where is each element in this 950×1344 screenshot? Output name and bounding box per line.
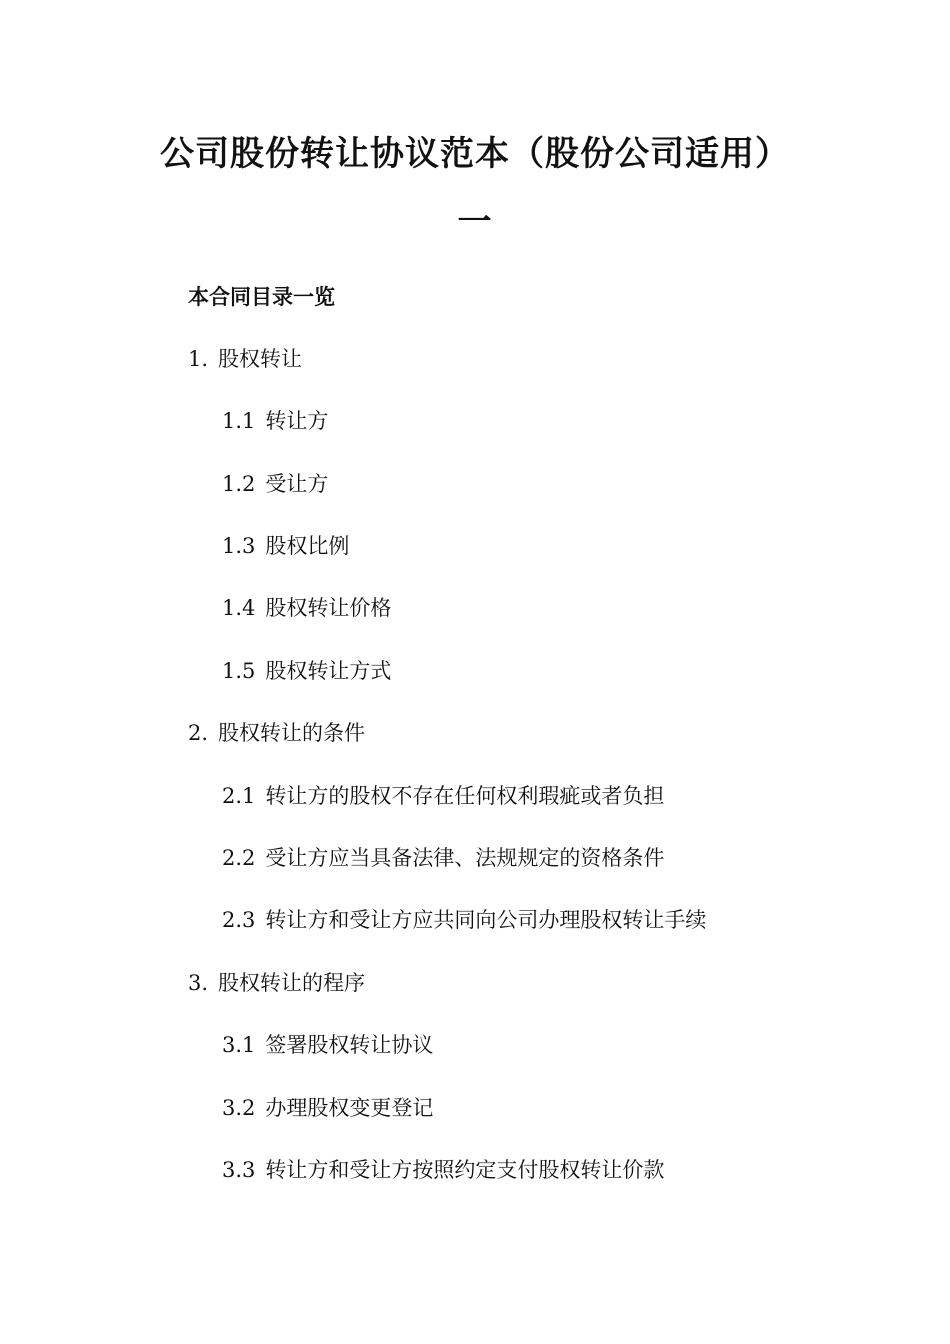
toc-item-number: 2.1 bbox=[222, 784, 256, 808]
toc-item-text: 股权转让方式 bbox=[265, 659, 392, 683]
toc-item bbox=[222, 1157, 664, 1183]
toc-item-number: 2.3 bbox=[222, 908, 256, 932]
toc-item bbox=[188, 970, 365, 996]
toc-item-number: 1.4 bbox=[222, 596, 256, 620]
toc-item bbox=[222, 907, 706, 933]
toc-heading: 本合同目录一览 bbox=[188, 285, 335, 309]
document-title-continuation: 一 bbox=[457, 202, 493, 242]
toc-item-text: 转让方和受让方应共同向公司办理股权转让手续 bbox=[265, 908, 707, 932]
toc-item-number: 2.2 bbox=[222, 846, 256, 870]
toc-item-text: 转让方的股权不存在任何权利瑕疵或者负担 bbox=[265, 784, 665, 808]
toc-item-number: 1.1 bbox=[222, 409, 256, 433]
toc-item bbox=[222, 1032, 433, 1058]
toc-item bbox=[222, 595, 391, 621]
toc-item-text: 股权转让的程序 bbox=[218, 971, 366, 995]
toc-item bbox=[222, 845, 664, 871]
toc-item bbox=[188, 346, 302, 372]
toc-item-number: 2. bbox=[188, 721, 209, 745]
toc-item-text: 股权转让 bbox=[218, 347, 303, 371]
toc-item bbox=[222, 533, 349, 559]
toc-item-number: 1.2 bbox=[222, 472, 256, 496]
toc-item bbox=[222, 658, 391, 684]
document-title: 公司股份转让协议范本（股份公司适用） bbox=[160, 134, 790, 174]
toc-item-number: 3.3 bbox=[222, 1158, 256, 1182]
toc-item-number: 1. bbox=[188, 347, 209, 371]
toc-item-number: 3. bbox=[188, 971, 209, 995]
toc-item-text: 受让方 bbox=[265, 472, 329, 496]
toc-item-text: 受让方应当具备法律、法规规定的资格条件 bbox=[265, 846, 665, 870]
toc-item bbox=[222, 1095, 433, 1121]
toc-item-number: 3.1 bbox=[222, 1033, 256, 1057]
toc-item-text: 股权转让的条件 bbox=[218, 721, 366, 745]
toc-item bbox=[222, 783, 664, 809]
toc-item-text: 股权转让价格 bbox=[265, 596, 392, 620]
toc-item bbox=[222, 471, 328, 497]
toc-item-text: 转让方和受让方按照约定支付股权转让价款 bbox=[265, 1158, 665, 1182]
toc-item-text: 办理股权变更登记 bbox=[265, 1096, 434, 1120]
toc-item bbox=[188, 720, 365, 746]
toc-item-text: 股权比例 bbox=[265, 534, 350, 558]
toc-item bbox=[222, 408, 328, 434]
toc-item-text: 转让方 bbox=[265, 409, 329, 433]
toc-item-text: 签署股权转让协议 bbox=[265, 1033, 434, 1057]
toc-item-number: 3.2 bbox=[222, 1096, 256, 1120]
toc-item-number: 1.3 bbox=[222, 534, 256, 558]
toc-item-number: 1.5 bbox=[222, 659, 256, 683]
